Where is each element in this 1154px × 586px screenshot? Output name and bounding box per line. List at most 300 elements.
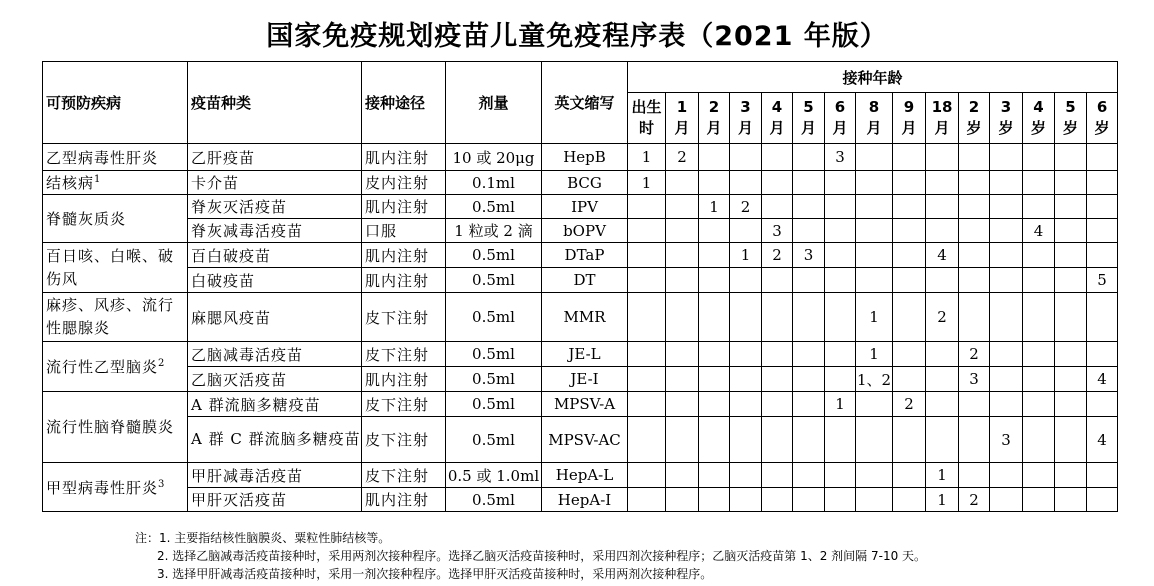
dose-number-cell: [730, 144, 762, 171]
disease-cell: [43, 293, 188, 342]
dose-number-cell: 3: [762, 219, 793, 243]
dose-number-cell: 1、2: [856, 367, 893, 392]
age-unit: 月: [800, 119, 816, 137]
header-abbr: 英文缩写: [542, 62, 628, 144]
abbr-cell: JE-L: [542, 342, 628, 367]
vaccine-cell: 脊灰灭活疫苗: [188, 195, 362, 219]
dose-number-cell: [825, 293, 856, 342]
age-header-cell: [762, 93, 793, 144]
age-header-cell: [959, 93, 990, 144]
age-unit: 岁: [998, 119, 1014, 137]
dose-number-cell: [1055, 144, 1087, 171]
table-row: [43, 367, 1118, 392]
age-value: 3: [1000, 98, 1012, 116]
age-value: 2: [708, 98, 720, 116]
dose-number-cell: 2: [959, 488, 990, 512]
age-header-cell: [628, 93, 666, 144]
age-value: 6: [1096, 98, 1108, 116]
footnote-ref: 1: [94, 174, 102, 185]
dose-number-cell: [926, 367, 959, 392]
footnote-1: 注：1. 主要指结核性脑膜炎、粟粒性肺结核等。: [135, 531, 391, 545]
age-unit: 月: [769, 119, 785, 137]
dose-number-cell: [1087, 144, 1118, 171]
disease-name: 结核病: [46, 174, 95, 192]
abbr-cell: MPSV-A: [542, 392, 628, 417]
dose-number-cell: [1087, 392, 1118, 417]
table-row: [43, 268, 1118, 293]
dose-cell: 0.5ml: [446, 367, 542, 392]
dose-number-cell: [730, 171, 762, 195]
dose-cell: 1 粒或 2 滴: [446, 219, 542, 243]
vaccine-cell: A 群流脑多糖疫苗: [188, 392, 362, 417]
dose-number-cell: [959, 219, 990, 243]
table-row: [43, 417, 1118, 463]
age-unit: 岁: [966, 119, 982, 137]
dose-number-cell: [926, 342, 959, 367]
vaccine-cell: 白破疫苗: [188, 268, 362, 293]
dose-number-cell: [856, 219, 893, 243]
dose-number-cell: [628, 195, 666, 219]
dose-number-cell: [856, 195, 893, 219]
dose-number-cell: [1023, 268, 1055, 293]
dose-number-cell: [699, 342, 730, 367]
dose-number-cell: [666, 219, 699, 243]
dose-number-cell: [825, 342, 856, 367]
dose-number-cell: [959, 417, 990, 463]
dose-number-cell: [730, 219, 762, 243]
dose-number-cell: [990, 488, 1023, 512]
dose-number-cell: [1055, 268, 1087, 293]
age-unit: 月: [866, 119, 882, 137]
dose-number-cell: [666, 195, 699, 219]
dose-number-cell: 1: [926, 463, 959, 488]
disease-name: 流行性脑脊髓膜炎: [46, 417, 175, 436]
dose-number-cell: [628, 463, 666, 488]
dose-number-cell: [926, 219, 959, 243]
dose-number-cell: [666, 392, 699, 417]
dose-number-cell: 1: [730, 243, 762, 268]
dose-number-cell: [1055, 342, 1087, 367]
disease-name: 脊髓灰质炎: [46, 210, 127, 228]
age-unit: 月: [934, 119, 950, 137]
age-unit: 月: [901, 119, 917, 137]
dose-number-cell: 1: [628, 144, 666, 171]
dose-number-cell: [959, 268, 990, 293]
dose-number-cell: [628, 243, 666, 268]
dose-number-cell: [926, 144, 959, 171]
disease-cell: [43, 144, 188, 171]
dose-number-cell: [1023, 342, 1055, 367]
age-unit: 岁: [1062, 119, 1078, 137]
dose-number-cell: [893, 488, 926, 512]
abbr-cell: DTaP: [542, 243, 628, 268]
dose-number-cell: 1: [856, 293, 893, 342]
dose-number-cell: [730, 367, 762, 392]
table-row: [43, 488, 1118, 512]
dose-number-cell: [628, 219, 666, 243]
dose-number-cell: [1023, 243, 1055, 268]
age-value: 5: [803, 98, 814, 116]
vaccine-cell: 乙脑减毒活疫苗: [188, 342, 362, 367]
dose-number-cell: [793, 463, 825, 488]
header-vaccine: 疫苗种类: [188, 62, 362, 144]
dose-number-cell: [1023, 417, 1055, 463]
dose-number-cell: [1087, 293, 1118, 342]
dose-number-cell: [628, 268, 666, 293]
dose-number-cell: [856, 392, 893, 417]
dose-number-cell: [793, 144, 825, 171]
footnote-2: 2. 选择乙脑减毒活疫苗接种时，采用两剂次接种程序。选择乙脑灭活疫苗接种时，采用四剂次接种程序；乙脑灭活疫苗第 1、2 剂间隔 7-10 天。: [157, 549, 927, 563]
dose-number-cell: [1087, 219, 1118, 243]
vaccine-cell: 百白破疫苗: [188, 243, 362, 268]
dose-number-cell: [1023, 488, 1055, 512]
table-row: [43, 392, 1118, 417]
abbr-cell: JE-I: [542, 367, 628, 392]
dose-number-cell: [990, 392, 1023, 417]
dose-number-cell: [762, 463, 793, 488]
dose-number-cell: [959, 243, 990, 268]
route-cell: 皮下注射: [362, 342, 446, 367]
header-route: 接种途径: [362, 62, 446, 144]
age-value: 5: [1065, 98, 1076, 116]
dose-number-cell: [893, 243, 926, 268]
dose-number-cell: [856, 463, 893, 488]
dose-number-cell: [1055, 463, 1087, 488]
dose-number-cell: [990, 463, 1023, 488]
table-row: [43, 144, 1118, 171]
dose-number-cell: [762, 392, 793, 417]
dose-number-cell: 3: [959, 367, 990, 392]
header-dose: 剂量: [446, 62, 542, 144]
dose-number-cell: [666, 367, 699, 392]
dose-number-cell: [699, 171, 730, 195]
dose-number-cell: [762, 488, 793, 512]
abbr-cell: HepA-L: [542, 463, 628, 488]
table-row: [43, 463, 1118, 488]
dose-number-cell: 4: [1023, 219, 1055, 243]
disease-name: 百日咳、白喉、破伤风: [46, 246, 175, 288]
dose-number-cell: [1055, 195, 1087, 219]
dose-number-cell: [793, 293, 825, 342]
table-row: [43, 195, 1118, 219]
route-cell: 肌内注射: [362, 488, 446, 512]
header-disease: 可预防疾病: [43, 62, 188, 144]
vaccine-cell: 脊灰减毒活疫苗: [188, 219, 362, 243]
dose-number-cell: [856, 417, 893, 463]
age-header-cell: [856, 93, 893, 144]
disease-cell: [43, 342, 188, 392]
dose-number-cell: [1055, 243, 1087, 268]
dose-number-cell: [1055, 417, 1087, 463]
dose-number-cell: [666, 417, 699, 463]
dose-number-cell: [959, 392, 990, 417]
dose-number-cell: [762, 417, 793, 463]
age-value: 9: [903, 98, 915, 116]
dose-number-cell: 2: [959, 342, 990, 367]
dose-number-cell: [793, 195, 825, 219]
dose-number-cell: [762, 268, 793, 293]
disease-name: 流行性乙型脑炎: [46, 358, 159, 376]
abbr-cell: BCG: [542, 171, 628, 195]
dose-number-cell: [959, 293, 990, 342]
dose-number-cell: [959, 144, 990, 171]
dose-number-cell: [1023, 367, 1055, 392]
dose-number-cell: [1087, 488, 1118, 512]
abbr-cell: bOPV: [542, 219, 628, 243]
dose-number-cell: [825, 243, 856, 268]
dose-number-cell: [699, 392, 730, 417]
age-header-cell: [793, 93, 825, 144]
dose-number-cell: [1055, 392, 1087, 417]
dose-cell: 0.5ml: [446, 392, 542, 417]
dose-number-cell: [730, 488, 762, 512]
dose-cell: 0.1ml: [446, 171, 542, 195]
route-cell: 肌内注射: [362, 195, 446, 219]
dose-number-cell: 2: [926, 293, 959, 342]
age-header-cell: [1055, 93, 1087, 144]
footnotes: [135, 529, 926, 583]
age-header-cell: [666, 93, 699, 144]
dose-number-cell: 1: [699, 195, 730, 219]
dose-number-cell: [959, 463, 990, 488]
dose-number-cell: [893, 195, 926, 219]
age-unit: 月: [674, 119, 690, 137]
dose-number-cell: [793, 488, 825, 512]
route-cell: 皮下注射: [362, 463, 446, 488]
dose-number-cell: 2: [666, 144, 699, 171]
footnote-ref: 2: [158, 358, 166, 369]
age-value: 2: [968, 98, 980, 116]
age-unit: 时: [638, 119, 654, 137]
dose-number-cell: 1: [825, 392, 856, 417]
dose-number-cell: [856, 243, 893, 268]
dose-number-cell: [628, 342, 666, 367]
vaccine-cell: 甲肝灭活疫苗: [188, 488, 362, 512]
dose-number-cell: [730, 463, 762, 488]
dose-number-cell: [990, 268, 1023, 293]
dose-number-cell: [990, 195, 1023, 219]
dose-number-cell: [1055, 171, 1087, 195]
dose-cell: 0.5ml: [446, 195, 542, 219]
vaccine-cell: 卡介苗: [188, 171, 362, 195]
dose-number-cell: [1087, 171, 1118, 195]
dose-number-cell: [793, 417, 825, 463]
route-cell: 皮内注射: [362, 171, 446, 195]
dose-number-cell: [825, 417, 856, 463]
dose-number-cell: [1023, 392, 1055, 417]
dose-number-cell: 3: [793, 243, 825, 268]
age-header-cell: [926, 93, 959, 144]
dose-number-cell: [699, 488, 730, 512]
dose-number-cell: 1: [628, 171, 666, 195]
dose-number-cell: [762, 367, 793, 392]
dose-cell: 10 或 20μg: [446, 144, 542, 171]
dose-number-cell: [825, 219, 856, 243]
age-header-cell: [1023, 93, 1055, 144]
dose-number-cell: [1023, 144, 1055, 171]
disease-cell: [43, 463, 188, 512]
dose-number-cell: [825, 268, 856, 293]
dose-number-cell: [666, 243, 699, 268]
dose-number-cell: [825, 367, 856, 392]
dose-number-cell: 3: [825, 144, 856, 171]
age-unit: 月: [832, 119, 848, 137]
table-row: [43, 171, 1118, 195]
dose-cell: 0.5ml: [446, 243, 542, 268]
dose-number-cell: [730, 342, 762, 367]
dose-number-cell: [893, 293, 926, 342]
route-cell: 皮下注射: [362, 392, 446, 417]
dose-number-cell: 4: [926, 243, 959, 268]
vaccine-cell: A 群 C 群流脑多糖疫苗: [188, 417, 362, 463]
dose-number-cell: [762, 293, 793, 342]
dose-number-cell: [893, 367, 926, 392]
dose-cell: 0.5ml: [446, 342, 542, 367]
dose-number-cell: [959, 195, 990, 219]
dose-number-cell: [856, 171, 893, 195]
abbr-cell: MMR: [542, 293, 628, 342]
dose-number-cell: [730, 417, 762, 463]
route-cell: 肌内注射: [362, 268, 446, 293]
age-value: 3: [740, 98, 751, 116]
dose-number-cell: [990, 293, 1023, 342]
dose-number-cell: [793, 171, 825, 195]
disease-name: 麻疹、风疹、流行性腮腺炎: [46, 296, 175, 337]
dose-number-cell: [699, 463, 730, 488]
dose-number-cell: [990, 171, 1023, 195]
dose-number-cell: [825, 171, 856, 195]
dose-number-cell: [628, 392, 666, 417]
abbr-cell: DT: [542, 268, 628, 293]
immunization-schedule-table: [42, 61, 1118, 512]
route-cell: 肌内注射: [362, 367, 446, 392]
dose-cell: 0.5ml: [446, 417, 542, 463]
dose-number-cell: [893, 417, 926, 463]
dose-number-cell: [793, 367, 825, 392]
dose-number-cell: [628, 367, 666, 392]
age-unit: 月: [737, 119, 753, 137]
dose-number-cell: [628, 488, 666, 512]
route-cell: 肌内注射: [362, 144, 446, 171]
dose-number-cell: [793, 219, 825, 243]
dose-number-cell: 3: [990, 417, 1023, 463]
disease-cell: [43, 392, 188, 463]
age-value: 4: [771, 98, 783, 116]
dose-number-cell: [628, 293, 666, 342]
dose-number-cell: [856, 144, 893, 171]
dose-number-cell: [1055, 367, 1087, 392]
dose-number-cell: [628, 417, 666, 463]
dose-number-cell: [990, 219, 1023, 243]
age-unit: 岁: [1094, 119, 1110, 137]
disease-name: 乙型病毒性肝炎: [46, 148, 159, 167]
dose-number-cell: [666, 463, 699, 488]
page-title: 国家免疫规划疫苗儿童免疫程序表（2021 年版）: [266, 21, 888, 52]
dose-number-cell: [793, 268, 825, 293]
dose-number-cell: [666, 488, 699, 512]
dose-number-cell: [699, 268, 730, 293]
abbr-cell: IPV: [542, 195, 628, 219]
dose-cell: 0.5ml: [446, 268, 542, 293]
dose-number-cell: [699, 219, 730, 243]
dose-number-cell: [990, 342, 1023, 367]
age-unit: 岁: [1030, 119, 1046, 137]
dose-number-cell: 5: [1087, 268, 1118, 293]
dose-number-cell: [825, 488, 856, 512]
disease-cell: [43, 243, 188, 293]
dose-number-cell: [1023, 171, 1055, 195]
age-value: 4: [1033, 98, 1044, 116]
vaccine-cell: 乙脑灭活疫苗: [188, 367, 362, 392]
table-row: [43, 293, 1118, 342]
dose-number-cell: [1055, 293, 1087, 342]
dose-number-cell: [893, 144, 926, 171]
age-unit: 月: [706, 119, 722, 137]
footnote-3: 3. 选择甲肝减毒活疫苗接种时，采用一剂次接种程序。选择甲肝灭活疫苗接种时，采用两剂次接种程序。: [157, 567, 713, 581]
dose-number-cell: [856, 488, 893, 512]
route-cell: 皮下注射: [362, 293, 446, 342]
dose-number-cell: [856, 268, 893, 293]
dose-number-cell: [1023, 463, 1055, 488]
dose-number-cell: [666, 342, 699, 367]
dose-number-cell: [893, 268, 926, 293]
dose-number-cell: [762, 171, 793, 195]
dose-number-cell: [793, 392, 825, 417]
dose-number-cell: [825, 463, 856, 488]
dose-number-cell: [926, 417, 959, 463]
age-header-cell: [893, 93, 926, 144]
vaccine-cell: 乙肝疫苗: [188, 144, 362, 171]
dose-number-cell: [1087, 243, 1118, 268]
vaccine-cell: 麻腮风疫苗: [188, 293, 362, 342]
dose-number-cell: [699, 367, 730, 392]
dose-number-cell: [990, 243, 1023, 268]
dose-number-cell: [825, 195, 856, 219]
dose-number-cell: [730, 392, 762, 417]
age-header-cell: [730, 93, 762, 144]
dose-cell: 0.5ml: [446, 293, 542, 342]
dose-number-cell: [893, 171, 926, 195]
dose-number-cell: [990, 367, 1023, 392]
abbr-cell: HepB: [542, 144, 628, 171]
dose-number-cell: [762, 342, 793, 367]
dose-number-cell: 4: [1087, 417, 1118, 463]
age-value: 8: [868, 98, 880, 116]
disease-cell: [43, 171, 188, 195]
dose-number-cell: [1055, 488, 1087, 512]
dose-cell: 0.5ml: [446, 488, 542, 512]
age-header-cell: [825, 93, 856, 144]
dose-number-cell: [793, 342, 825, 367]
footnote-ref: 3: [158, 478, 166, 490]
dose-number-cell: 2: [893, 392, 926, 417]
table-row: [43, 342, 1118, 367]
dose-number-cell: [959, 171, 990, 195]
table-row: [43, 219, 1118, 243]
dose-number-cell: [699, 417, 730, 463]
age-value: 出生: [631, 98, 662, 116]
disease-cell: [43, 195, 188, 243]
age-header-cell: [1087, 93, 1118, 144]
dose-cell: 0.5 或 1.0ml: [446, 463, 542, 488]
header-age-group: 接种年龄: [628, 62, 1118, 93]
dose-number-cell: 1: [926, 488, 959, 512]
table-row: [43, 243, 1118, 268]
age-value: 18: [931, 98, 953, 116]
dose-number-cell: 1: [856, 342, 893, 367]
vaccine-cell: 甲肝减毒活疫苗: [188, 463, 362, 488]
route-cell: 口服: [362, 219, 446, 243]
